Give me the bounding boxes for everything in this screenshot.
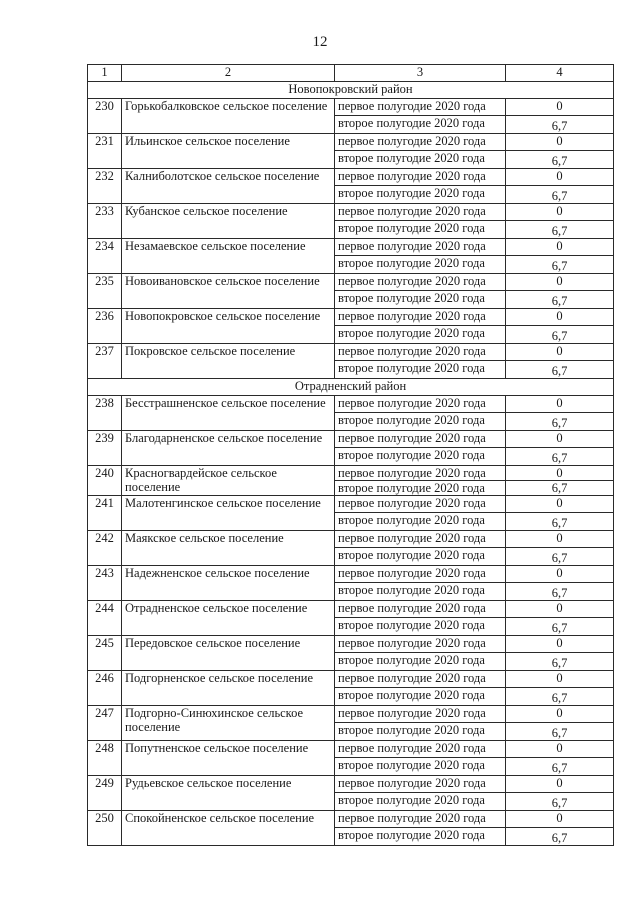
table-row bbox=[88, 566, 614, 583]
value-first-half: 0 bbox=[506, 344, 614, 361]
table-row bbox=[88, 169, 614, 186]
period-first-half: первое полугодие 2020 года bbox=[335, 169, 506, 186]
settlement-name: Надежненское сельское поселение bbox=[122, 566, 335, 601]
period-second-half: второе полугодие 2020 года bbox=[335, 221, 506, 239]
row-number: 241 bbox=[88, 496, 122, 531]
period-first-half: первое полугодие 2020 года bbox=[335, 636, 506, 653]
value-second-half: 6,7 bbox=[506, 221, 614, 239]
row-number: 242 bbox=[88, 531, 122, 566]
period-second-half: второе полугодие 2020 года bbox=[335, 151, 506, 169]
period-first-half: первое полугодие 2020 года bbox=[335, 671, 506, 688]
table-row bbox=[88, 741, 614, 758]
table-row bbox=[88, 396, 614, 413]
row-number: 245 bbox=[88, 636, 122, 671]
period-second-half: второе полугодие 2020 года bbox=[335, 291, 506, 309]
table-row bbox=[88, 531, 614, 548]
row-number: 235 bbox=[88, 274, 122, 309]
period-second-half: второе полугодие 2020 года bbox=[335, 448, 506, 466]
row-number: 240 bbox=[88, 466, 122, 496]
value-second-half: 6,7 bbox=[506, 583, 614, 601]
period-first-half: первое полугодие 2020 года bbox=[335, 396, 506, 413]
row-number: 243 bbox=[88, 566, 122, 601]
settlement-name: Горькобалковское сельское поселение bbox=[122, 99, 335, 134]
period-second-half: второе полугодие 2020 года bbox=[335, 688, 506, 706]
value-second-half: 6,7 bbox=[506, 326, 614, 344]
table-row bbox=[88, 706, 614, 723]
value-second-half: 6,7 bbox=[506, 758, 614, 776]
value-second-half: 6,7 bbox=[506, 723, 614, 741]
header-cell-2: 2 bbox=[122, 65, 335, 82]
region-row bbox=[88, 379, 614, 396]
header-cell-4: 4 bbox=[506, 65, 614, 82]
value-first-half: 0 bbox=[506, 811, 614, 828]
row-number: 237 bbox=[88, 344, 122, 379]
value-first-half: 0 bbox=[506, 566, 614, 583]
value-second-half: 6,7 bbox=[506, 481, 614, 496]
data-table bbox=[87, 64, 614, 846]
period-second-half: второе полугодие 2020 года bbox=[335, 413, 506, 431]
period-second-half: второе полугодие 2020 года bbox=[335, 256, 506, 274]
table-row bbox=[88, 601, 614, 618]
settlement-name: Новоивановское сельское поселение bbox=[122, 274, 335, 309]
settlement-name: Покровское сельское поселение bbox=[122, 344, 335, 379]
value-first-half: 0 bbox=[506, 309, 614, 326]
value-first-half: 0 bbox=[506, 706, 614, 723]
table-row bbox=[88, 466, 614, 481]
period-first-half: первое полугодие 2020 года bbox=[335, 309, 506, 326]
settlement-name: Попутненское сельское поселение bbox=[122, 741, 335, 776]
settlement-name: Передовское сельское поселение bbox=[122, 636, 335, 671]
value-second-half: 6,7 bbox=[506, 186, 614, 204]
period-first-half: первое полугодие 2020 года bbox=[335, 811, 506, 828]
value-first-half: 0 bbox=[506, 239, 614, 256]
row-number: 248 bbox=[88, 741, 122, 776]
row-number: 232 bbox=[88, 169, 122, 204]
settlement-name: Отрадненское сельское поселение bbox=[122, 601, 335, 636]
row-number: 244 bbox=[88, 601, 122, 636]
value-second-half: 6,7 bbox=[506, 618, 614, 636]
region-name: Новопокровский район bbox=[88, 82, 614, 99]
table-row bbox=[88, 496, 614, 513]
period-first-half: первое полугодие 2020 года bbox=[335, 134, 506, 151]
page-number: 12 bbox=[312, 34, 328, 50]
period-first-half: первое полугодие 2020 года bbox=[335, 566, 506, 583]
value-second-half: 6,7 bbox=[506, 548, 614, 566]
region-name: Отрадненский район bbox=[88, 379, 614, 396]
table-row bbox=[88, 134, 614, 151]
period-first-half: первое полугодие 2020 года bbox=[335, 741, 506, 758]
value-second-half: 6,7 bbox=[506, 256, 614, 274]
period-second-half: второе полугодие 2020 года bbox=[335, 186, 506, 204]
row-number: 233 bbox=[88, 204, 122, 239]
period-second-half: второе полугодие 2020 года bbox=[335, 481, 506, 496]
header-row bbox=[88, 65, 614, 82]
settlement-name: Калниболотское сельское поселение bbox=[122, 169, 335, 204]
value-first-half: 0 bbox=[506, 741, 614, 758]
value-first-half: 0 bbox=[506, 396, 614, 413]
period-second-half: второе полугодие 2020 года bbox=[335, 513, 506, 531]
period-first-half: первое полугодие 2020 года bbox=[335, 601, 506, 618]
value-first-half: 0 bbox=[506, 531, 614, 548]
value-first-half: 0 bbox=[506, 601, 614, 618]
row-number: 239 bbox=[88, 431, 122, 466]
row-number: 236 bbox=[88, 309, 122, 344]
period-first-half: первое полугодие 2020 года bbox=[335, 496, 506, 513]
header-cell-3: 3 bbox=[335, 65, 506, 82]
value-first-half: 0 bbox=[506, 274, 614, 291]
period-second-half: второе полугодие 2020 года bbox=[335, 326, 506, 344]
period-second-half: второе полугодие 2020 года bbox=[335, 758, 506, 776]
period-second-half: второе полугодие 2020 года bbox=[335, 653, 506, 671]
table-row bbox=[88, 274, 614, 291]
settlement-name: Бесстрашненское сельское поселение bbox=[122, 396, 335, 431]
table-row bbox=[88, 431, 614, 448]
period-second-half: второе полугодие 2020 года bbox=[335, 116, 506, 134]
period-first-half: первое полугодие 2020 года bbox=[335, 466, 506, 481]
settlement-name: Подгорно-Синюхинское сельское поселение bbox=[122, 706, 335, 741]
value-second-half: 6,7 bbox=[506, 653, 614, 671]
value-second-half: 6,7 bbox=[506, 116, 614, 134]
region-row bbox=[88, 82, 614, 99]
period-first-half: первое полугодие 2020 года bbox=[335, 531, 506, 548]
settlement-name: Маякское сельское поселение bbox=[122, 531, 335, 566]
period-first-half: первое полугодие 2020 года bbox=[335, 776, 506, 793]
period-second-half: второе полугодие 2020 года bbox=[335, 618, 506, 636]
period-first-half: первое полугодие 2020 года bbox=[335, 99, 506, 116]
table-body bbox=[88, 65, 614, 846]
period-second-half: второе полугодие 2020 года bbox=[335, 583, 506, 601]
row-number: 238 bbox=[88, 396, 122, 431]
table-row bbox=[88, 671, 614, 688]
settlement-name: Ильинское сельское поселение bbox=[122, 134, 335, 169]
row-number: 250 bbox=[88, 811, 122, 846]
value-second-half: 6,7 bbox=[506, 828, 614, 846]
table-row bbox=[88, 776, 614, 793]
row-number: 231 bbox=[88, 134, 122, 169]
value-first-half: 0 bbox=[506, 431, 614, 448]
value-second-half: 6,7 bbox=[506, 291, 614, 309]
period-second-half: второе полугодие 2020 года bbox=[335, 723, 506, 741]
value-second-half: 6,7 bbox=[506, 413, 614, 431]
settlement-name: Новопокровское сельское поселение bbox=[122, 309, 335, 344]
row-number: 234 bbox=[88, 239, 122, 274]
period-second-half: второе полугодие 2020 года bbox=[335, 793, 506, 811]
period-first-half: первое полугодие 2020 года bbox=[335, 204, 506, 221]
settlement-name: Незамаевское сельское поселение bbox=[122, 239, 335, 274]
period-second-half: второе полугодие 2020 года bbox=[335, 548, 506, 566]
value-first-half: 0 bbox=[506, 169, 614, 186]
period-second-half: второе полугодие 2020 года bbox=[335, 361, 506, 379]
settlement-name: Красногвардейское сельское поселение bbox=[122, 466, 335, 496]
period-first-half: первое полугодие 2020 года bbox=[335, 706, 506, 723]
table-row bbox=[88, 239, 614, 256]
table-row bbox=[88, 204, 614, 221]
table-row bbox=[88, 811, 614, 828]
header-cell-1: 1 bbox=[88, 65, 122, 82]
settlement-name: Подгорненское сельское поселение bbox=[122, 671, 335, 706]
table-row bbox=[88, 636, 614, 653]
period-first-half: первое полугодие 2020 года bbox=[335, 239, 506, 256]
settlement-name: Кубанское сельское поселение bbox=[122, 204, 335, 239]
value-second-half: 6,7 bbox=[506, 513, 614, 531]
value-second-half: 6,7 bbox=[506, 448, 614, 466]
row-number: 247 bbox=[88, 706, 122, 741]
value-first-half: 0 bbox=[506, 134, 614, 151]
period-first-half: первое полугодие 2020 года bbox=[335, 431, 506, 448]
row-number: 249 bbox=[88, 776, 122, 811]
table-row bbox=[88, 99, 614, 116]
value-first-half: 0 bbox=[506, 496, 614, 513]
period-first-half: первое полугодие 2020 года bbox=[335, 344, 506, 361]
value-first-half: 0 bbox=[506, 636, 614, 653]
period-second-half: второе полугодие 2020 года bbox=[335, 828, 506, 846]
value-first-half: 0 bbox=[506, 466, 614, 481]
value-second-half: 6,7 bbox=[506, 688, 614, 706]
value-second-half: 6,7 bbox=[506, 793, 614, 811]
row-number: 230 bbox=[88, 99, 122, 134]
value-first-half: 0 bbox=[506, 204, 614, 221]
value-second-half: 6,7 bbox=[506, 151, 614, 169]
settlement-name: Малотенгинское сельское поселение bbox=[122, 496, 335, 531]
settlement-name: Рудьевское сельское поселение bbox=[122, 776, 335, 811]
table-row bbox=[88, 309, 614, 326]
value-first-half: 0 bbox=[506, 99, 614, 116]
value-first-half: 0 bbox=[506, 776, 614, 793]
period-first-half: первое полугодие 2020 года bbox=[335, 274, 506, 291]
table-row bbox=[88, 344, 614, 361]
value-second-half: 6,7 bbox=[506, 361, 614, 379]
value-first-half: 0 bbox=[506, 671, 614, 688]
settlement-name: Спокойненское сельское поселение bbox=[122, 811, 335, 846]
row-number: 246 bbox=[88, 671, 122, 706]
settlement-name: Благодарненское сельское поселение bbox=[122, 431, 335, 466]
